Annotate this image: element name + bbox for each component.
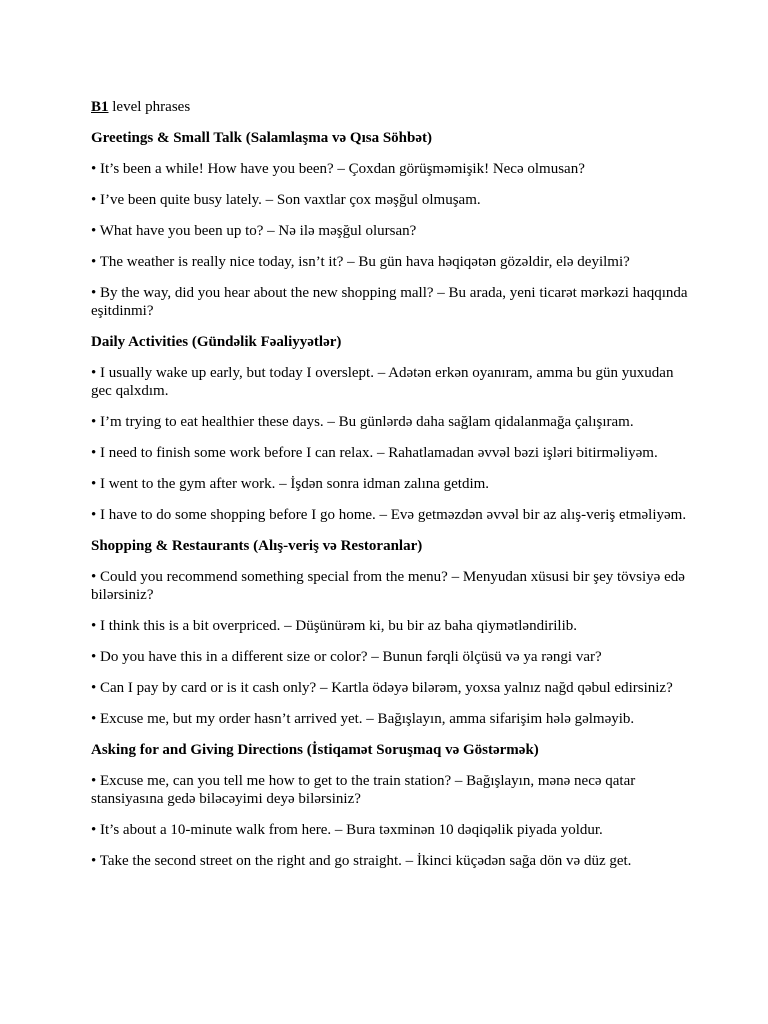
section-daily-activities bbox=[91, 333, 691, 524]
section-greetings bbox=[91, 129, 691, 320]
section-shopping-restaurants bbox=[91, 537, 691, 728]
document-title bbox=[91, 98, 691, 116]
phrase-item: • I think this is a bit overpriced. – Düşünürəm ki, bu bir az baha qiymətləndirilib. bbox=[91, 618, 577, 634]
phrase-item: • I’ve been quite busy lately. – Son vaxtlar çox məşğul olmuşam. bbox=[91, 192, 481, 208]
phrase-item: • The weather is really nice today, isn’t it? – Bu gün hava həqiqətən gözəldir, elə deyilmi? bbox=[91, 254, 630, 270]
phrase-item: • I usually wake up early, but today I overslept. – Adətən erkən oyanıram, amma bu gün yuxudan gec qalxdım. bbox=[91, 365, 674, 399]
phrase-item: • Excuse me, can you tell me how to get to the train station? – Bağışlayın, mənə necə qatar stansiyasına gedə biləcəyimi deyə bilərsiniz? bbox=[91, 773, 636, 807]
phrase-item: • Take the second street on the right and go straight. – İkinci küçədən sağa dön və düz get. bbox=[91, 853, 632, 869]
phrase-item: • Excuse me, but my order hasn’t arrived yet. – Bağışlayın, amma sifarişim hələ gəlməyib. bbox=[91, 711, 635, 727]
phrase-item: • I need to finish some work before I can relax. – Rahatlamadan əvvəl bəzi işləri bitirməliyəm. bbox=[91, 445, 658, 461]
phrase-item: • By the way, did you hear about the new shopping mall? – Bu arada, yeni ticarət mərkəzi haqqında eşitdinmi? bbox=[91, 285, 688, 319]
phrase-item: • I’m trying to eat healthier these days. – Bu günlərdə daha sağlam qidalanmağa çalışıram. bbox=[91, 414, 634, 430]
section-heading: Greetings & Small Talk (Salamlaşma və Qısa Söhbət) bbox=[91, 130, 433, 146]
phrase-item: • Can I pay by card or is it cash only? – Kartla ödəyə bilərəm, yoxsa yalnız nağd qəbul edirsiniz? bbox=[91, 680, 673, 696]
title-rest: level phrases bbox=[108, 99, 191, 115]
document-page bbox=[91, 98, 691, 883]
level-label: B1 bbox=[91, 99, 109, 115]
phrase-item: • It’s been a while! How have you been? – Çoxdan görüşməmişik! Necə olmusan? bbox=[91, 161, 585, 177]
section-heading: Daily Activities (Gündəlik Fəaliyyətlər) bbox=[91, 334, 342, 350]
phrase-item: • Do you have this in a different size or color? – Bunun fərqli ölçüsü və ya rəngi var? bbox=[91, 649, 602, 665]
section-directions bbox=[91, 741, 691, 870]
section-heading: Asking for and Giving Directions (İstiqamət Soruşmaq və Göstərmək) bbox=[91, 742, 539, 758]
phrase-item: • I have to do some shopping before I go home. – Evə getməzdən əvvəl bir az alış-veriş etməliyəm. bbox=[91, 507, 687, 523]
phrase-item: • It’s about a 10-minute walk from here. – Bura təxminən 10 dəqiqəlik piyada yoldur. bbox=[91, 822, 603, 838]
phrase-item: • What have you been up to? – Nə ilə məşğul olursan? bbox=[91, 223, 417, 239]
phrase-item: • Could you recommend something special from the menu? – Menyudan xüsusi bir şey tövsiyə edə bilərsiniz? bbox=[91, 569, 685, 603]
phrase-item: • I went to the gym after work. – İşdən sonra idman zalına getdim. bbox=[91, 476, 490, 492]
section-heading: Shopping & Restaurants (Alış-veriş və Restoranlar) bbox=[91, 538, 423, 554]
